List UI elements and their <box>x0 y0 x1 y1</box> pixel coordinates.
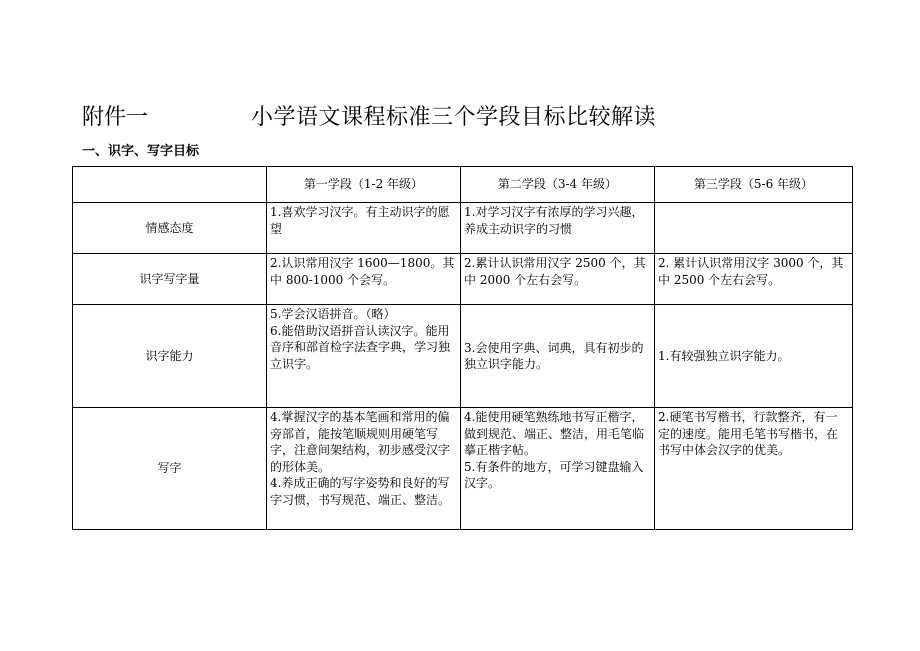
header-cell-stage-1: 第一学段（1-2 年级） <box>267 167 461 203</box>
cell-text: 1.对学习汉字有浓厚的学习兴趣，养成主动识字的习惯 <box>464 205 644 236</box>
cell-text: 4.养成正确的写字姿势和良好的写字习惯，书写规范、端正、整洁。 <box>270 476 451 507</box>
comparison-table <box>72 166 853 530</box>
table-header-row <box>73 167 853 203</box>
table-cell <box>655 408 853 530</box>
cell-text: 1.有较强独立识字能力。 <box>658 348 790 363</box>
table-cell <box>461 408 655 530</box>
cell-text: 1.喜欢学习汉字。有主动识字的愿望 <box>270 205 450 236</box>
title-row <box>82 100 882 134</box>
cell-text: 5.学会汉语拼音。（略） <box>270 307 396 321</box>
table-cell <box>267 408 461 530</box>
cell-text: 4.掌握汉字的基本笔画和常用的偏旁部首，能按笔顺规则用硬笔写字，注意间架结构，初步感受汉字的形体美。 <box>270 410 451 474</box>
row-label: 情感态度 <box>73 203 267 254</box>
cell-text: 5.有条件的地方，可学习键盘输入汉字。 <box>464 459 644 490</box>
table-cell-empty <box>655 203 853 254</box>
table-row <box>73 203 853 254</box>
row-label: 识字能力 <box>73 305 267 408</box>
section-heading: 一、识字、写字目标 <box>82 144 200 159</box>
table-cell <box>655 254 853 305</box>
table-cell <box>267 254 461 305</box>
document-title: 小学语文课程标准三个学段目标比较解读 <box>251 105 657 130</box>
cell-text: 3.会使用字典、词典，具有初步的独立识字能力。 <box>464 340 644 371</box>
attachment-label: 附件一 <box>82 105 149 130</box>
cell-text: 2.硬笔书写楷书，行款整齐，有一定的速度。能用毛笔书写楷书，在书写中体会汉字的优美。 <box>658 410 839 457</box>
header-cell-stage-2: 第二学段（3-4 年级） <box>461 167 655 203</box>
table-row <box>73 305 853 408</box>
table-cell <box>267 305 461 408</box>
table-cell <box>461 254 655 305</box>
row-label: 识字写字量 <box>73 254 267 305</box>
table-row <box>73 408 853 530</box>
table-cell <box>461 203 655 254</box>
table-row <box>73 254 853 305</box>
table-cell <box>461 305 655 408</box>
header-cell-empty <box>73 167 267 203</box>
cell-text: 2.累计认识常用汉字 2500 个，其中 2000 个左右会写。 <box>464 256 646 287</box>
cell-text: 2.认识常用汉字 1600—1800。其中 800-1000 个会写。 <box>270 256 455 287</box>
cell-text: 4.能使用硬笔熟练地书写正楷字，做到规范、端正、整洁，用毛笔临摹正楷字帖。 <box>464 410 645 457</box>
cell-text: 2. 累计认识常用汉字 3000 个，其中 2500 个左右会写。 <box>658 256 844 287</box>
table-cell <box>655 305 853 408</box>
cell-text: 6.能借助汉语拼音认读汉字。能用音序和部首检字法查字典，学习独立识字。 <box>270 323 451 371</box>
row-label: 写字 <box>73 408 267 530</box>
header-cell-stage-3: 第三学段（5-6 年级） <box>655 167 853 203</box>
table-cell <box>267 203 461 254</box>
